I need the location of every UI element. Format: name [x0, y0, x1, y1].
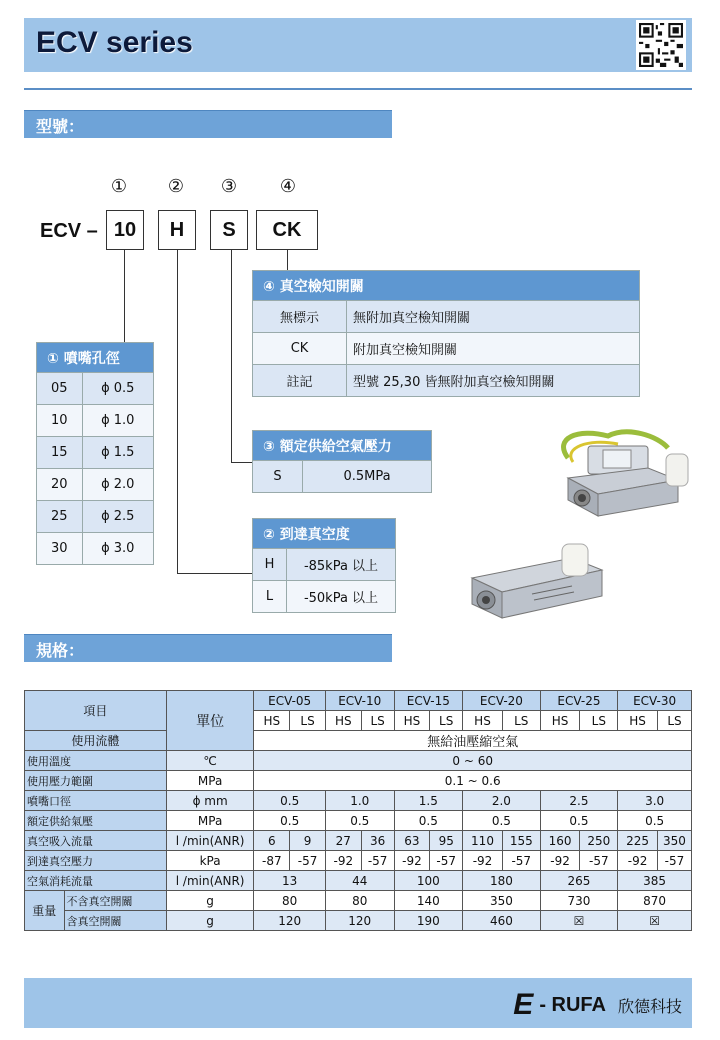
table-row — [253, 461, 432, 493]
spec-suction-value: 250 — [580, 831, 618, 851]
spec-weight-with-value: ☒ — [540, 911, 618, 931]
nozzle-code: 30 — [37, 533, 83, 565]
spec-hs: HS — [618, 711, 658, 731]
nozzle-table-title: ① 噴嘴孔徑 — [37, 343, 154, 373]
spec-hs: HS — [394, 711, 430, 731]
spec-vac-value: -92 — [325, 851, 361, 871]
table-row — [37, 405, 154, 437]
spec-weight-without-value: 80 — [254, 891, 326, 911]
spec-vac-value: -87 — [254, 851, 290, 871]
pressure-table-title: ③ 額定供給空氣壓力 — [253, 431, 432, 461]
spec-unit-header: 單位 — [166, 691, 254, 751]
spec-model-header: ECV-10 — [325, 691, 394, 711]
spec-air-value: 13 — [254, 871, 326, 891]
spec-table — [24, 690, 692, 931]
spec-air-value: 265 — [540, 871, 618, 891]
spec-weight-without-value: 350 — [463, 891, 541, 911]
spec-suction-value: 225 — [618, 831, 658, 851]
section-specs-title: 規格： — [36, 641, 85, 660]
spec-air-unit: l /min(ANR) — [166, 871, 254, 891]
nozzle-code: 25 — [37, 501, 83, 533]
spec-weight-with-value: ☒ — [618, 911, 692, 931]
switch-code: 無標示 — [253, 301, 347, 333]
spec-weight-without-value: 140 — [394, 891, 463, 911]
qr-code-icon[interactable] — [636, 20, 686, 70]
spec-model-header: ECV-05 — [254, 691, 326, 711]
spec-vac-value: -57 — [430, 851, 463, 871]
spec-press-label: 使用壓力範圍 — [25, 771, 167, 791]
marker-3: ③ — [220, 176, 238, 197]
table-row — [253, 365, 640, 397]
spec-vac-unit: kPa — [166, 851, 254, 871]
nozzle-value: ϕ 3.0 — [82, 533, 153, 565]
table-row — [253, 301, 640, 333]
table-row — [37, 469, 154, 501]
spec-vac-value: -57 — [361, 851, 394, 871]
leader-vacuum-h — [177, 573, 252, 574]
spec-suction-value: 350 — [657, 831, 691, 851]
spec-suction-value: 155 — [502, 831, 540, 851]
section-model-title: 型號： — [36, 117, 85, 136]
spec-dia-label: 噴嘴口徑 — [25, 791, 167, 811]
switch-table — [252, 270, 640, 397]
spec-supply-value: 0.5 — [540, 811, 618, 831]
header-bar — [24, 18, 692, 72]
spec-ls: LS — [430, 711, 463, 731]
table-row — [37, 533, 154, 565]
spec-suction-label: 真空吸入流量 — [25, 831, 167, 851]
spec-suction-value: 6 — [254, 831, 290, 851]
switch-code: CK — [253, 333, 347, 365]
spec-suction-value: 160 — [540, 831, 580, 851]
spec-fluid-label: 使用流體 — [25, 731, 167, 751]
spec-vac-value: -92 — [618, 851, 658, 871]
section-specs — [24, 634, 392, 662]
switch-table-title: ④ 真空檢知開關 — [253, 271, 640, 301]
spec-vac-value: -57 — [502, 851, 540, 871]
spec-supply-label: 額定供給氣壓 — [25, 811, 167, 831]
leader-pressure-h — [231, 462, 252, 463]
nozzle-code: 10 — [37, 405, 83, 437]
spec-supply-value: 0.5 — [463, 811, 541, 831]
spec-model-header: ECV-25 — [540, 691, 618, 711]
spec-fluid-value: 無給油壓縮空氣 — [254, 731, 692, 751]
spec-supply-value: 0.5 — [325, 811, 394, 831]
spec-suction-value: 27 — [325, 831, 361, 851]
product-photo-with-switch — [548, 418, 698, 528]
spec-press-value: 0.1 ~ 0.6 — [254, 771, 692, 791]
product-photo — [462, 538, 622, 628]
nozzle-value: ϕ 0.5 — [82, 373, 153, 405]
spec-air-value: 180 — [463, 871, 541, 891]
brand-chinese-name: 欣德科技 — [617, 996, 682, 1016]
spec-air-value: 100 — [394, 871, 463, 891]
spec-suction-value: 63 — [394, 831, 430, 851]
leader-nozzle — [124, 250, 125, 342]
spec-vac-value: -57 — [580, 851, 618, 871]
spec-weight-with-value: 460 — [463, 911, 541, 931]
spec-ls: LS — [580, 711, 618, 731]
spec-hs: HS — [463, 711, 503, 731]
model-part-pressure: S — [210, 210, 248, 250]
nozzle-value: ϕ 1.0 — [82, 405, 153, 437]
header-divider — [24, 88, 692, 90]
vacuum-value: -50kPa 以上 — [287, 581, 396, 613]
model-prefix: ECV – — [40, 220, 98, 242]
section-model — [24, 110, 392, 138]
spec-weight-with-value: 120 — [325, 911, 394, 931]
table-row — [37, 501, 154, 533]
leader-pressure-v — [231, 250, 232, 462]
spec-weight-label: 重量 — [25, 891, 65, 931]
spec-hs: HS — [254, 711, 290, 731]
nozzle-table — [36, 342, 154, 565]
nozzle-value: ϕ 2.5 — [82, 501, 153, 533]
table-row — [253, 333, 640, 365]
model-part-nozzle: 10 — [106, 210, 144, 250]
spec-air-label: 空氣消耗流量 — [25, 871, 167, 891]
nozzle-value: ϕ 2.0 — [82, 469, 153, 501]
spec-weight-without-unit: g — [166, 891, 254, 911]
spec-weight-with-label: 含真空開關 — [64, 911, 166, 931]
spec-ls: LS — [657, 711, 691, 731]
spec-weight-with-value: 190 — [394, 911, 463, 931]
pressure-table — [252, 430, 432, 493]
spec-weight-without-label: 不含真空開關 — [64, 891, 166, 911]
table-row — [37, 437, 154, 469]
spec-weight-without-value: 730 — [540, 891, 618, 911]
spec-dia-value: 1.0 — [325, 791, 394, 811]
spec-vac-value: -92 — [540, 851, 580, 871]
spec-dia-value: 2.0 — [463, 791, 541, 811]
vacuum-table-title: ② 到達真空度 — [253, 519, 396, 549]
model-part-vacuum: H — [158, 210, 196, 250]
spec-dia-value: 3.0 — [618, 791, 692, 811]
spec-ls: LS — [290, 711, 326, 731]
spec-suction-unit: l /min(ANR) — [166, 831, 254, 851]
spec-suction-value: 9 — [290, 831, 326, 851]
spec-vac-value: -92 — [463, 851, 503, 871]
switch-desc: 型號 25,30 皆無附加真空檢知開關 — [347, 365, 640, 397]
nozzle-code: 05 — [37, 373, 83, 405]
switch-desc: 無附加真空檢知開關 — [347, 301, 640, 333]
spec-supply-value: 0.5 — [618, 811, 692, 831]
marker-2: ② — [167, 176, 185, 197]
table-row — [253, 549, 396, 581]
spec-dia-value: 1.5 — [394, 791, 463, 811]
vacuum-code: L — [253, 581, 287, 613]
spec-dia-value: 0.5 — [254, 791, 326, 811]
spec-dia-value: 2.5 — [540, 791, 618, 811]
nozzle-code: 15 — [37, 437, 83, 469]
spec-model-header: ECV-15 — [394, 691, 463, 711]
spec-suction-value: 36 — [361, 831, 394, 851]
nozzle-code: 20 — [37, 469, 83, 501]
spec-suction-value: 110 — [463, 831, 503, 851]
switch-code: 註記 — [253, 365, 347, 397]
vacuum-value: -85kPa 以上 — [287, 549, 396, 581]
vacuum-table — [252, 518, 396, 613]
nozzle-value: ϕ 1.5 — [82, 437, 153, 469]
spec-suction-value: 95 — [430, 831, 463, 851]
spec-weight-without-value: 870 — [618, 891, 692, 911]
spec-hs: HS — [540, 711, 580, 731]
spec-supply-unit: MPa — [166, 811, 254, 831]
leader-switch — [287, 250, 288, 270]
spec-supply-value: 0.5 — [394, 811, 463, 831]
spec-model-header: ECV-30 — [618, 691, 692, 711]
spec-weight-with-value: 120 — [254, 911, 326, 931]
spec-dia-unit: ϕ mm — [166, 791, 254, 811]
brand-e: E — [513, 988, 534, 1021]
spec-weight-without-value: 80 — [325, 891, 394, 911]
spec-supply-value: 0.5 — [254, 811, 326, 831]
spec-vac-value: -57 — [290, 851, 326, 871]
spec-vac-value: -92 — [394, 851, 430, 871]
pressure-value: 0.5MPa — [303, 461, 432, 493]
brand-logo — [513, 988, 682, 1022]
spec-weight-with-unit: g — [166, 911, 254, 931]
leader-vacuum-v — [177, 250, 178, 573]
model-part-switch: CK — [256, 210, 318, 250]
spec-model-header: ECV-20 — [463, 691, 541, 711]
switch-desc: 附加真空檢知開關 — [347, 333, 640, 365]
spec-ls: LS — [361, 711, 394, 731]
spec-ls: LS — [502, 711, 540, 731]
spec-vac-value: -57 — [657, 851, 691, 871]
spec-air-value: 385 — [618, 871, 692, 891]
brand-rufa: - RUFA — [539, 993, 606, 1016]
spec-item-header: 項目 — [25, 691, 167, 731]
page-title: ECV series — [36, 26, 193, 59]
spec-press-unit: MPa — [166, 771, 254, 791]
table-row — [37, 373, 154, 405]
spec-temp-label: 使用溫度 — [25, 751, 167, 771]
spec-vac-label: 到達真空壓力 — [25, 851, 167, 871]
footer-bar — [24, 978, 692, 1028]
marker-4: ④ — [279, 176, 297, 197]
table-row — [253, 581, 396, 613]
vacuum-code: H — [253, 549, 287, 581]
spec-temp-unit: ℃ — [166, 751, 254, 771]
spec-hs: HS — [325, 711, 361, 731]
spec-air-value: 44 — [325, 871, 394, 891]
marker-1: ① — [110, 176, 128, 197]
spec-temp-value: 0 ~ 60 — [254, 751, 692, 771]
pressure-code: S — [253, 461, 303, 493]
